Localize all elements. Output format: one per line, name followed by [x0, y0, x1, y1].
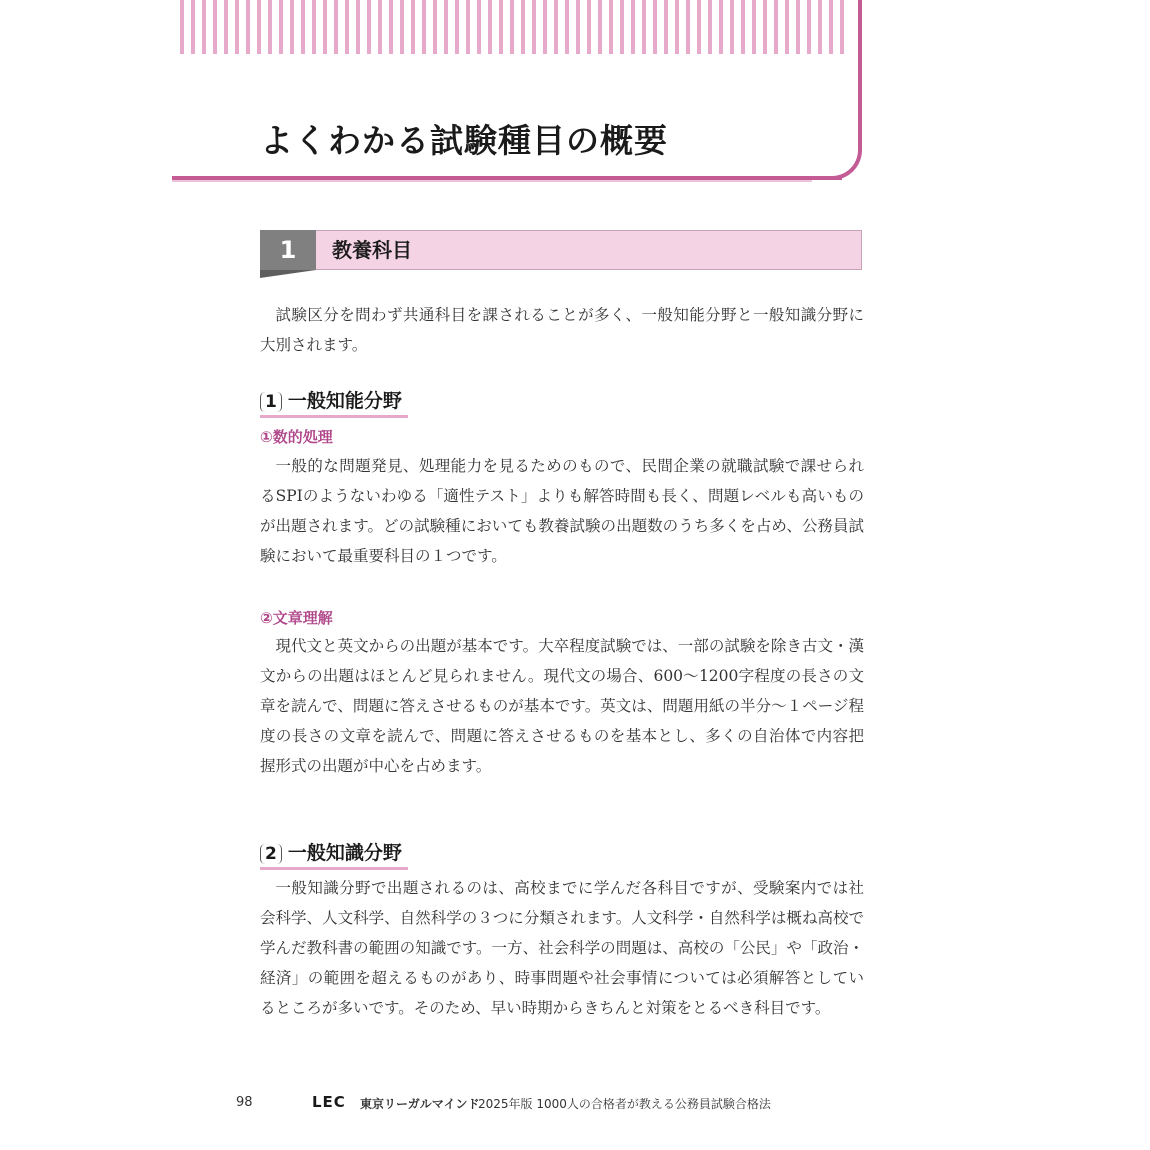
publisher-logo: LEC — [312, 1093, 346, 1111]
publisher-name: 東京リーガルマインド — [360, 1097, 480, 1111]
intro-paragraph: 試験区分を問わず共通科目を課されることが多く、一般知能分野と一般知識分野に大別されます。 — [260, 306, 864, 354]
subsection-heading-numerical: ①数的処理 — [260, 428, 333, 446]
header-frame-curve — [832, 0, 862, 180]
section-title: 教養科目 — [332, 238, 412, 262]
numerical-paragraph: 一般的な問題発見、処理能力を見るためのもので、民間企業の就職試験で課せられるSPIのようないわゆる「適性テスト」よりも解答時間も長く、問題レベルも高いものが出題されます。どの試験種においても教養試験の出題数のうち多くを占め、公務員試験において最重要科目の１つです。 — [260, 457, 864, 565]
subsection-heading-reading: ②文章理解 — [260, 609, 333, 627]
section-number-tail — [260, 270, 316, 278]
reading-paragraph: 現代文と英文からの出題が基本です。大卒程度試験では、一部の試験を除き古文・漢文からの出題はほとんど見られません。現代文の場合、600～1200字程度の長さの文章を読んで、問題に答えさせるものが基本です。英文は、問題用紙の半分～１ページ程度の長さの文章を読んで、問題に答えさせるものを基本とし、多くの自治体で内容把握形式の出題が中心を占めます。 — [260, 637, 864, 775]
subheading-part1 — [260, 386, 408, 418]
page-title: よくわかる試験種目の概要 — [260, 121, 668, 160]
subheading-label: 一般知能分野 — [287, 390, 402, 412]
page-footer — [0, 1093, 1150, 1113]
subheading-label: 一般知識分野 — [287, 842, 402, 864]
book-title: 2025年版 1000人の合格者が教える公務員試験合格法 — [478, 1097, 771, 1111]
header-frame-shadow — [172, 180, 812, 182]
page-number: 98 — [236, 1095, 253, 1110]
header-stripes — [180, 0, 850, 54]
subheading-number: 2 — [260, 844, 282, 864]
section-number: 1 — [260, 230, 316, 270]
subheading-number: 1 — [260, 392, 282, 412]
subheading-part2 — [260, 838, 408, 870]
knowledge-paragraph: 一般知識分野で出題されるのは、高校までに学んだ各科目ですが、受験案内では社会科学、人文科学、自然科学の３つに分類されます。人文科学・自然科学は概ね高校で学んだ教科書の範囲の知識です。一方、社会科学の問題は、高校の「公民」や「政治・経済」の範囲を超えるものがあり、時事問題や社会事情については必須解答としているところが多いです。そのため、早い時期からきちんと対策をとるべき科目です。 — [260, 879, 864, 1017]
